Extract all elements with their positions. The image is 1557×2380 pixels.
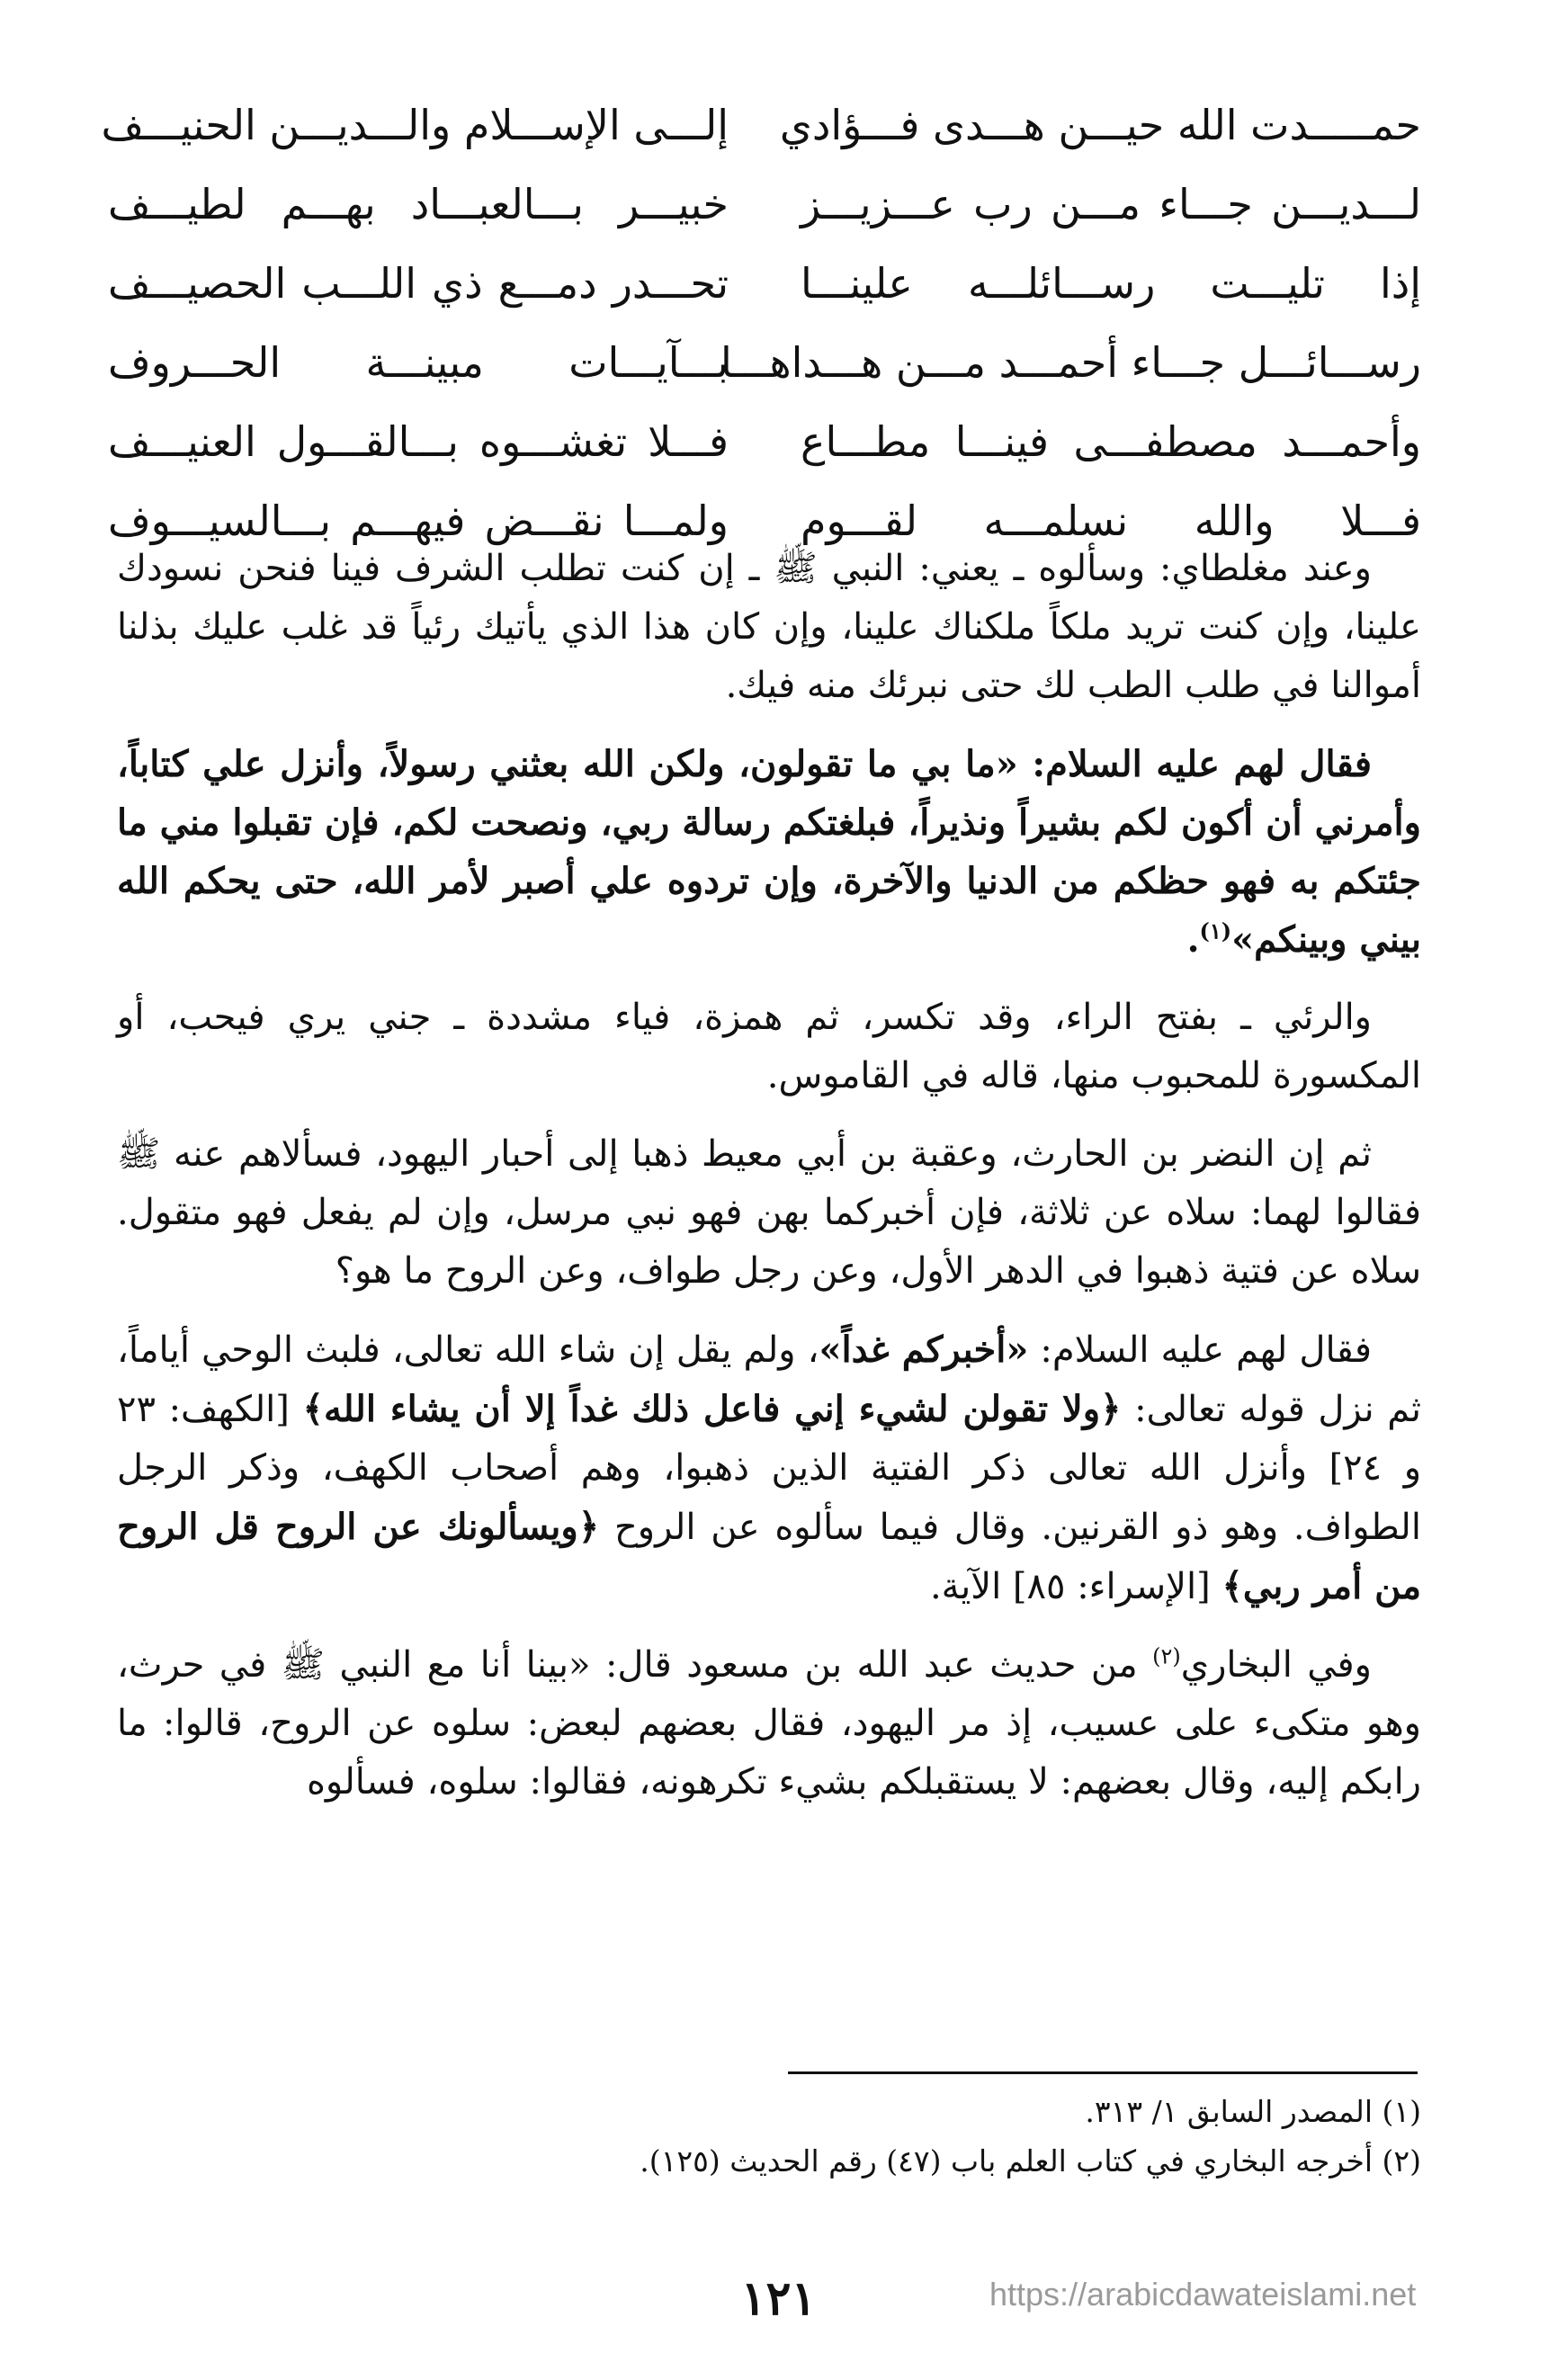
verse-second-hemistich: بـــآيـــات مبينـــة الحـــروف [108,338,729,387]
paragraph: وعند مغلطاي: وسألوه ـ يعني: النبي ﷺ ـ إن كنت تطلب الشرف فينا فنحن نسودك علينا، وإن كنت تريد ملكاً ملكناك علينا، وإن كان هذا الذي يأتيك رئياً قد غلب عليك بذلنا أموالنا في طلب الطب لك حتى نبرئك منه فيك. [117,548,1421,706]
quran-verse: ﴿ولا تقولن لشيء إني فاعل ذلك غداً إلا أن يشاء الله﴾ [302,1388,1122,1430]
verse-first-hemistich: لـــديـــن جـــاء مـــن رب عـــزيـــز [801,180,1421,228]
verse-first-hemistich: إذا تليـــت رســـائلـــه علينـــا [801,259,1421,308]
paragraph: والرئي ـ بفتح الراء، وقد تكسر، ثم همزة، فياء مشددة ـ جني يري فيحب، أو المكسورة للمحبوب منها، قاله في القاموس. [117,997,1421,1096]
text-run: [الإسراء: ٨٥] الآية. [929,1566,1222,1607]
footnotes [117,2087,1421,2186]
poem [101,85,1421,560]
body-text [117,540,1421,1831]
verse-second-hemistich: ولمـــا نقـــض فيهـــم بـــالسيـــوف [108,497,729,545]
paragraph-hadith [117,1636,1421,1812]
quote-bold: «أخبركم غداً» [819,1329,1029,1371]
page-number: ١٢١ [740,2271,817,2326]
verse-first-hemistich: حمـــــدت الله حيـــن هـــدى فـــؤادي [779,101,1421,149]
verse-second-hemistich: فـــلا تغشـــوه بـــالقـــول العنيـــف [108,417,729,466]
footnote-divider [788,2071,1418,2074]
verse-first-hemistich: فـــلا والله نسلمـــه لقـــوم [801,497,1421,545]
poem-verse [108,165,1421,244]
paragraph-prophet-reply: فقال لهم عليه السلام: «ما بي ما تقولون، ولكن الله بعثني رسولاً، وأنزل علي كتاباً، وأمرني أن أكون لكم بشيراً ونذيراً، فبلغتكم رسالة ربي، ونصحت لكم، فإن تقبلوا مني ما جئتكم به فهو حظكم من الدنيا والآخرة، وإن تردوه علي أصبر لأمر الله، حتى يحكم الله بيني وبينكم»$^{(١)}$. [117,743,1421,961]
text-run: فقال لهم عليه السلام: [1028,1329,1372,1371]
verse-second-hemistich: إلـــى الإســـلام والـــديـــن الحنيـــف [101,101,729,149]
watermark-url: https://arabicdawateislami.net [989,2276,1417,2313]
verse-second-hemistich: تحـــدر دمـــع ذي اللـــب الحصيـــف [108,259,729,308]
text-run: من حديث عبد الله بن مسعود قال: «بينا أنا مع النبي ﷺ في حرث، وهو متكىء على عسيب، إذ مر اليهود، فقال بعضهم لبعض: سلوه عن الروح، قالوا: ما رابكم إليه، وقال بعضهم: لا يستقبلكم بشيء تكرهونه، فقالوا: سلوه، فسألوه [117,1644,1421,1803]
footnote-ref[interactable]: (١) [1199,917,1232,944]
poem-verse [101,85,1421,165]
footnote: (٢) أخرجه البخاري في كتاب العلم باب (٤٧) رقم الحديث (١٢٥). [640,2143,1421,2179]
paragraph-quran [117,1320,1421,1616]
text-run: وفي البخاري [1180,1644,1372,1686]
text-run: [الكهف: ٢٣ و ٢٤] وأنزل الله تعالى ذكر الفتية الذين ذهبوا، وهم أصحاب الكهف، وذكر الرجل الطواف. وهو ذو القرنين. وقال فيما سألوه عن الروح [117,1389,1422,1548]
paragraph: ثم إن النضر بن الحارث، وعقبة بن أبي معيط ذهبا إلى أحبار اليهود، فسألاهم عنه ﷺ فقالوا لهما: سلاه عن ثلاثة، فإن أخبركما بهن فهو نبي مرسل، وإن لم يفعل فهو متقول. سلاه عن فتية ذهبوا في الدهر الأول، وعن رجل طواف، وعن الروح ما هو؟ [117,1133,1421,1292]
footnote: (١) المصدر السابق ١/ ٣١٣. [1085,2094,1421,2129]
verse-second-hemistich: خبيـــر بـــالعبـــاد بهـــم لطيـــف [108,180,729,228]
footnote-ref[interactable]: (٢) [1152,1643,1181,1669]
text-run: ، ولم يقل إن شاء الله تعالى، فلبث الوحي أياماً، ثم نزل قوله تعالى: [117,1329,1421,1430]
quran-verse: ﴿ويسألونك عن الروح قل الروح من أمر ربي﴾ [117,1506,1421,1607]
poem-verse [108,323,1421,402]
poem-verse [108,402,1421,481]
verse-first-hemistich: وأحمـــد مصطفـــى فينـــا مطـــاع [801,417,1421,466]
poem-verse [108,244,1421,323]
quote-text: فقال لهم عليه السلام: «ما بي ما تقولون، ولكن الله بعثني رسولاً، وأنزل علي كتاباً، وأمرني أن أكون لكم بشيراً ونذيراً، فبلغتكم رسالة ربي، ونصحت لكم، فإن تقبلوا مني ما جئتكم به فهو حظكم من الدنيا والآخرة، وإن تردوه علي أصبر لأمر الله، حتى يحكم الله بيني وبينكم» [117,743,1421,961]
verse-first-hemistich: رســـائـــل جـــاء أحمـــد مـــن هـــداهـــا [720,338,1421,387]
